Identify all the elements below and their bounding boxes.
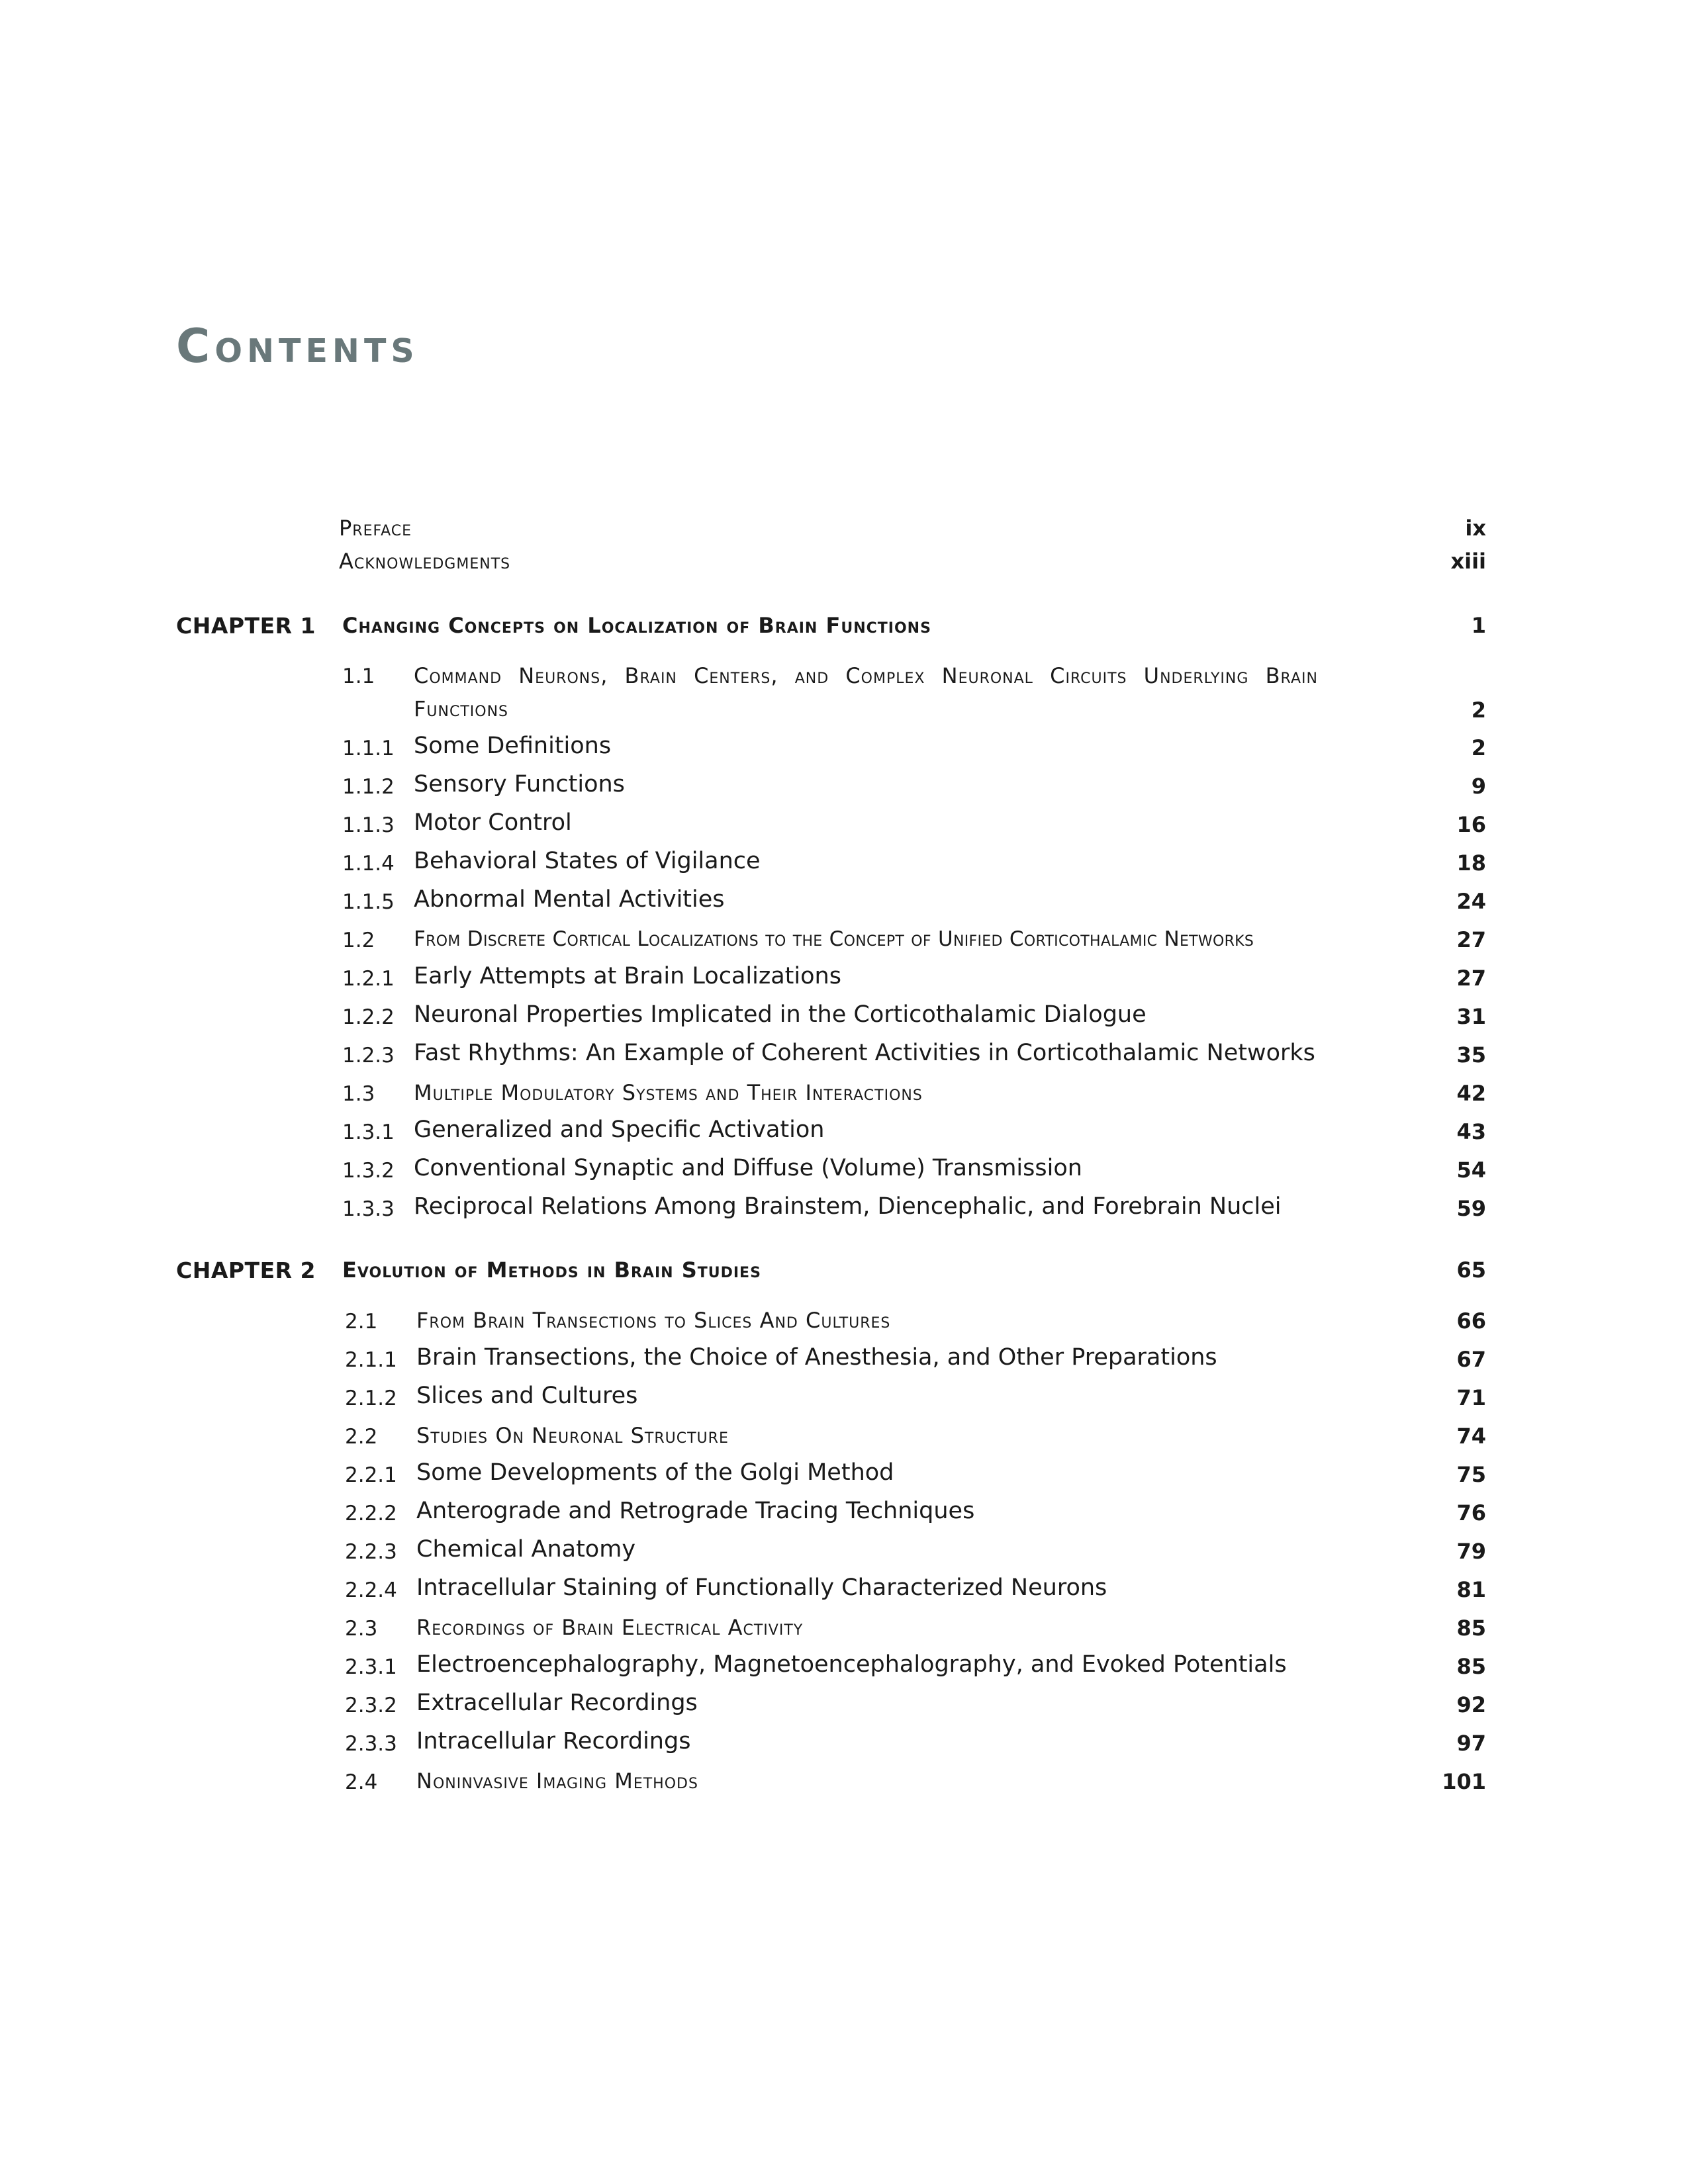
chapter-label: CHAPTER 1 [176,613,316,639]
subsection-title[interactable]: Neuronal Properties Implicated in the Corticothalamic Dialogue [414,1001,1147,1028]
subsection-title[interactable]: Some Developments of the Golgi Method [416,1459,894,1486]
toc-page-number: 85 [1456,1654,1486,1679]
section-number: 2.2.3 [345,1540,397,1564]
section-number: 2.1.1 [345,1348,397,1372]
chapter-label: CHAPTER 2 [176,1257,316,1283]
subsection-title[interactable]: Extracellular Recordings [416,1690,698,1716]
toc-page-number: 75 [1456,1462,1486,1487]
toc-page-number: 2 [1471,735,1486,760]
toc-page-number: 18 [1456,850,1486,876]
subsection-title[interactable]: Electroencephalography, Magnetoencephalography, and Evoked Potentials [416,1651,1287,1678]
section-number: 1.1 [342,664,375,688]
section-number: 1.2.1 [342,967,395,991]
section-number: 1.2.2 [342,1005,395,1029]
toc-page-number: xiii [1450,549,1486,574]
section-number: 1.2.3 [342,1044,395,1068]
section-number: 2.2.2 [345,1502,397,1525]
toc-page-number: 54 [1456,1158,1486,1183]
toc-page-number: 74 [1456,1424,1486,1449]
toc-page-number: 16 [1456,812,1486,837]
subsection-title[interactable]: Abnormal Mental Activities [414,886,725,913]
section-number: 2.4 [345,1770,378,1794]
toc-page-number: 76 [1456,1500,1486,1525]
subsection-title[interactable]: Motor Control [414,809,572,836]
toc-page-number: 65 [1456,1257,1486,1283]
section-number: 2.1 [345,1310,378,1334]
section-title-continued[interactable]: Functions [414,696,508,721]
section-number: 2.3 [345,1617,378,1641]
toc-page-number: 35 [1456,1042,1486,1068]
toc-page-number: 24 [1456,889,1486,914]
section-title[interactable]: Multiple Modulatory Systems and Their Interactions [414,1080,923,1105]
toc-page-number: 2 [1471,698,1486,723]
toc-page-number: 79 [1456,1539,1486,1564]
toc-page-number: 101 [1442,1769,1486,1794]
section-number: 1.3.3 [342,1197,395,1221]
toc-entry-acknowledgments[interactable]: Acknowledgments [339,549,511,574]
toc-page-number: 71 [1456,1385,1486,1410]
subsection-title[interactable]: Reciprocal Relations Among Brainstem, Diencephalic, and Forebrain Nuclei [414,1193,1282,1220]
section-number: 2.2.4 [345,1578,397,1602]
subsection-title[interactable]: Sensory Functions [414,771,625,797]
section-title[interactable]: From Brain Transections to Slices And Cultures [416,1308,891,1333]
subsection-title[interactable]: Intracellular Recordings [416,1728,691,1754]
subsection-title[interactable]: Some Definitions [414,733,612,759]
toc-entry-preface[interactable]: Preface [339,516,412,541]
toc-page-number: 66 [1456,1308,1486,1334]
chapter-title[interactable]: Changing Concepts on Localization of Brain Functions [342,613,931,638]
section-number: 1.1.5 [342,890,395,914]
chapter-title[interactable]: Evolution of Methods in Brain Studies [342,1257,761,1283]
subsection-title[interactable]: Chemical Anatomy [416,1536,636,1563]
section-number: 1.3.1 [342,1120,395,1144]
section-number: 2.2.1 [345,1463,397,1487]
section-number: 2.3.1 [345,1655,397,1679]
page-title: Contents [176,319,419,373]
section-title[interactable]: Command Neurons, Brain Centers, and Complex Neuronal Circuits Underlying Brain [414,663,1318,688]
subsection-title[interactable]: Conventional Synaptic and Diffuse (Volume) Transmission [414,1155,1082,1181]
toc-page-number: 27 [1456,927,1486,952]
section-title[interactable]: Noninvasive Imaging Methods [416,1768,698,1794]
section-number: 1.1.4 [342,852,395,876]
subsection-title[interactable]: Generalized and Specific Activation [414,1116,825,1143]
toc-page-number: 81 [1456,1577,1486,1602]
subsection-title[interactable]: Behavioral States of Vigilance [414,848,761,874]
toc-page-number: 1 [1471,613,1486,638]
subsection-title[interactable]: Anterograde and Retrograde Tracing Techniques [416,1498,975,1524]
toc-page-number: 85 [1456,1615,1486,1641]
toc-page-number: 27 [1456,966,1486,991]
section-number: 1.1.3 [342,813,395,837]
toc-page-number: 31 [1456,1004,1486,1029]
subsection-title[interactable]: Early Attempts at Brain Localizations [414,963,841,989]
section-number: 1.3.2 [342,1159,395,1183]
toc-page-number: 43 [1456,1119,1486,1144]
section-number: 2.1.2 [345,1387,397,1410]
toc-page-number: 42 [1456,1081,1486,1106]
subsection-title[interactable]: Brain Transections, the Choice of Anesthesia, and Other Preparations [416,1344,1217,1371]
toc-page-number: 67 [1456,1347,1486,1372]
toc-page-number: 92 [1456,1692,1486,1717]
subsection-title[interactable]: Slices and Cultures [416,1383,638,1409]
toc-page-number: ix [1465,516,1486,541]
section-number: 2.3.3 [345,1732,397,1756]
section-number: 1.2 [342,929,375,952]
section-number: 1.1.2 [342,775,395,799]
toc-page-number: 59 [1456,1196,1486,1221]
section-number: 1.1.1 [342,737,395,760]
toc-page-number: 97 [1456,1731,1486,1756]
subsection-title[interactable]: Intracellular Staining of Functionally Characterized Neurons [416,1574,1107,1601]
section-number: 2.3.2 [345,1694,397,1717]
section-number: 2.2 [345,1425,378,1449]
section-title[interactable]: Recordings of Brain Electrical Activity [416,1615,804,1640]
toc-page-number: 9 [1471,774,1486,799]
section-number: 1.3 [342,1082,375,1106]
section-title[interactable]: From Discrete Cortical Localizations to the Concept of Unified Corticothalamic Networks [414,927,1254,951]
section-title[interactable]: Studies On Neuronal Structure [416,1423,729,1448]
subsection-title[interactable]: Fast Rhythms: An Example of Coherent Activities in Corticothalamic Networks [414,1040,1315,1066]
